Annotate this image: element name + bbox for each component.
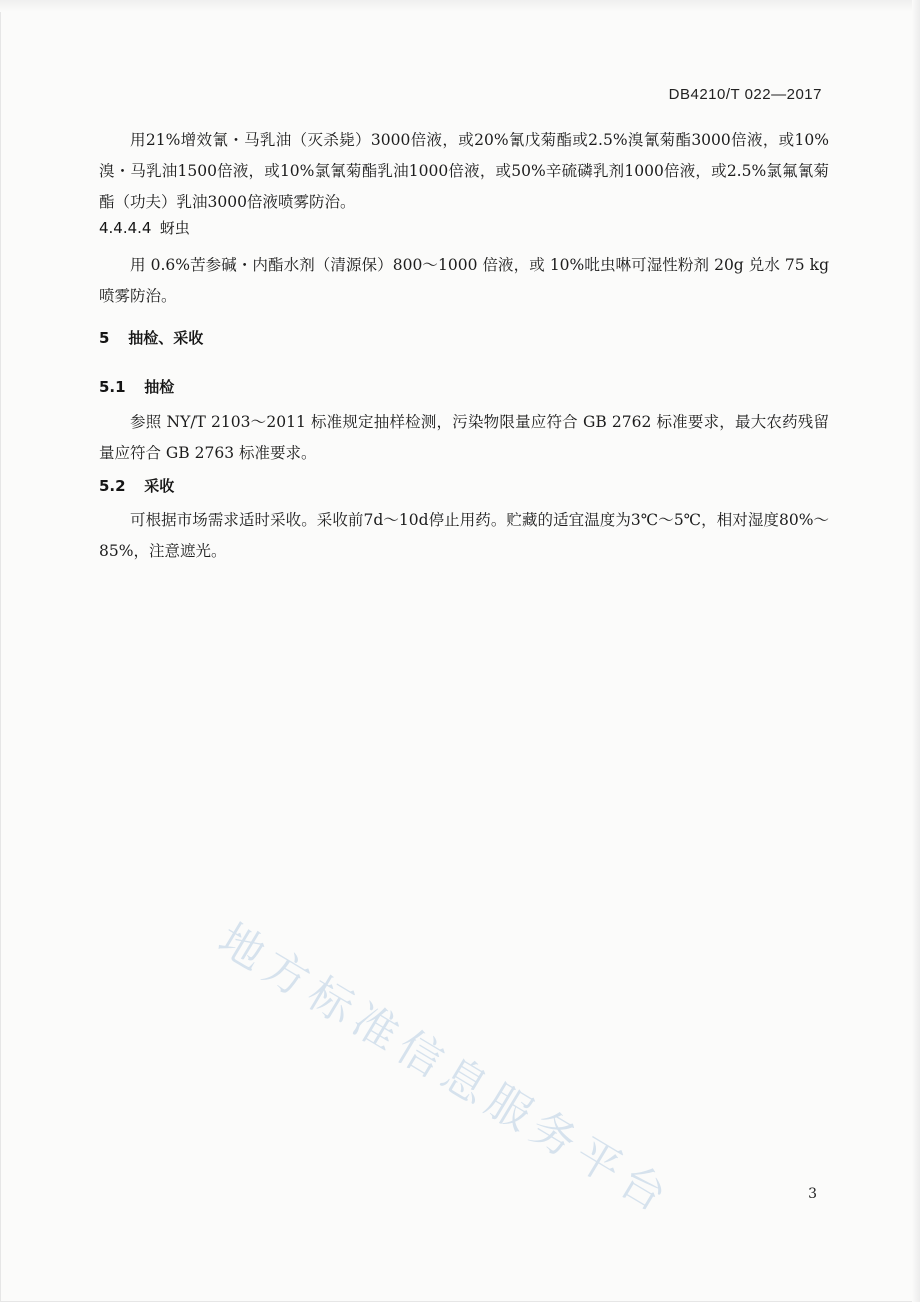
watermark-text: 地方标准信息服务平台 [209, 913, 682, 1226]
section-heading-5 [99, 327, 203, 348]
section-title: 抽检 [144, 378, 175, 396]
paragraph-pesticide-treatment: 用21%增效氰・马乳油（灭杀毙）3000倍液，或20%氰戊菊酯或2.5%溴氰菊酯3000倍液，或10%溴・马乳油1500倍液，或10%氯氰菊酯乳油1000倍液，或50%辛硫磷乳剂1000倍液，或2.5%氯氟氰菊酯（功夫）乳油3000倍液喷雾防治。 [99, 131, 829, 211]
paragraph-harvest: 可根据市场需求适时采收。采收前7d～10d停止用药。贮藏的适宜温度为3℃～5℃，相对湿度80%～85%，注意遮光。 [99, 511, 829, 560]
section-title: 抽检、采收 [128, 329, 204, 347]
section-heading-5-2 [99, 475, 174, 496]
document-code: DB4210/T 022—2017 [668, 86, 822, 103]
section-number: 5.1 [99, 378, 126, 396]
scan-edge-right [912, 0, 920, 1302]
section-number: 5 [99, 329, 110, 347]
section-heading-5-1 [99, 376, 174, 397]
section-number: 4.4.4.4 [99, 219, 152, 237]
scan-edge-top [0, 0, 920, 12]
page-number: 3 [808, 1186, 817, 1202]
section-title: 采收 [144, 477, 175, 495]
section-heading-4-4-4-4 [99, 217, 190, 238]
paragraph-aphid-treatment: 用 0.6%苦参碱・内酯水剂（清源保）800～1000 倍液，或 10%吡虫啉可湿性粉剂 20g 兑水 75 kg喷雾防治。 [99, 256, 829, 305]
paragraph-sampling: 参照 NY/T 2103～2011 标准规定抽样检测，污染物限量应符合 GB 2762 标准要求，最大农药残留量应符合 GB 2763 标准要求。 [99, 413, 829, 462]
section-title: 蚜虫 [159, 219, 190, 237]
section-number: 5.2 [99, 477, 126, 495]
